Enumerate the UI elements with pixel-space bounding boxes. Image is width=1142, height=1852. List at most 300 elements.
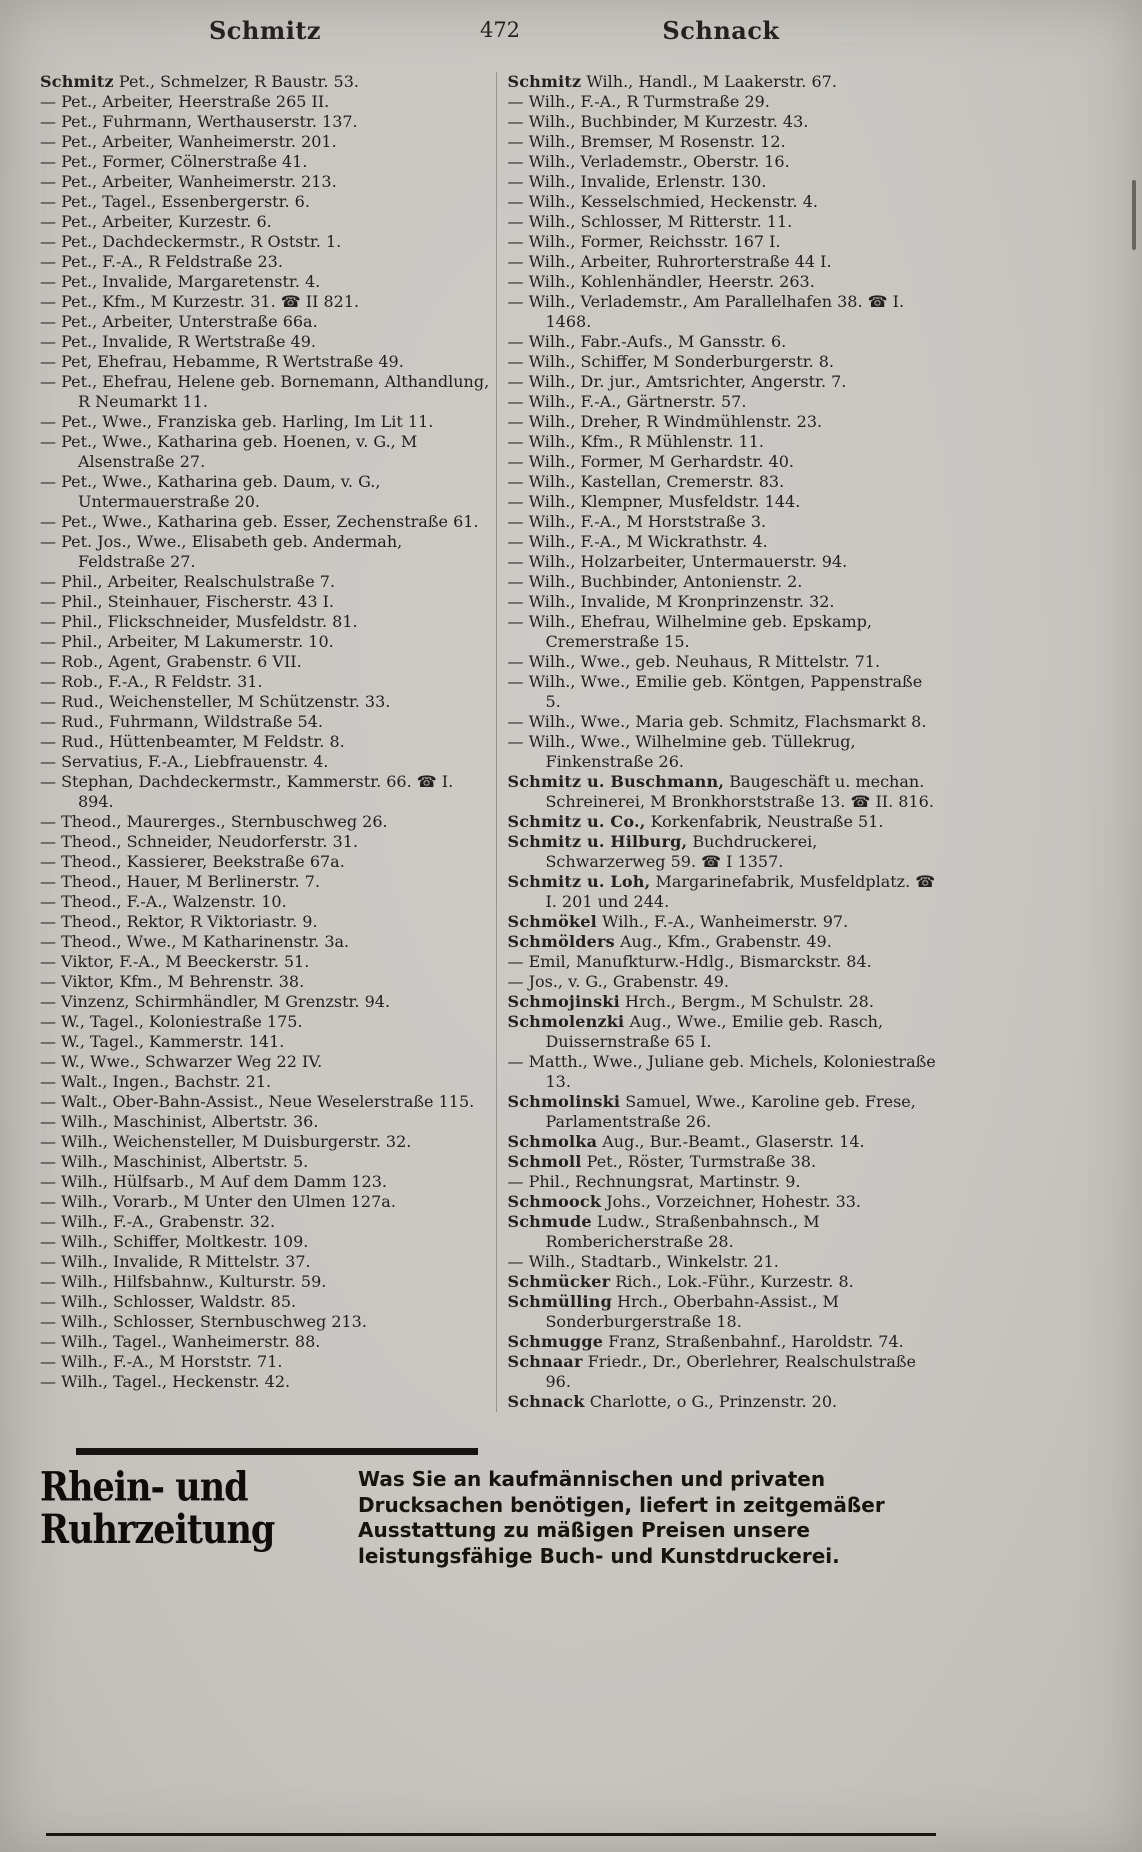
entry-text: Buchdruckerei, Schwarzerweg 59. ☎ I 1357.	[545, 832, 818, 871]
entry-dash: —	[40, 1132, 56, 1151]
entry-dash: —	[40, 832, 56, 851]
directory-entry	[40, 712, 490, 732]
entry-dash: —	[40, 632, 56, 651]
entry-text: Theod., F.-A., Walzenstr. 10.	[61, 892, 287, 911]
entry-dash: —	[507, 492, 524, 511]
entry-dash: —	[507, 352, 524, 371]
entry-dash: —	[40, 92, 56, 111]
directory-entry	[507, 812, 942, 832]
entry-surname: Schmitz	[40, 72, 114, 91]
directory-entry	[40, 332, 490, 352]
entry-dash: —	[40, 152, 56, 171]
entry-dash: —	[40, 1232, 56, 1251]
entry-text: Hrch., Bergm., M Schulstr. 28.	[624, 992, 874, 1011]
column-left	[40, 72, 497, 1412]
directory-entry	[40, 1312, 490, 1332]
entry-text: Wilh., Hülfsarb., M Auf dem Damm 123.	[61, 1172, 387, 1191]
entry-dash: —	[507, 452, 524, 471]
entry-dash: —	[507, 952, 524, 971]
entry-text: Wilh., Wwe., Emilie geb. Köntgen, Pappenstraße 5.	[528, 672, 923, 711]
directory-entry	[507, 652, 942, 672]
directory-entry	[40, 832, 490, 852]
divider-rule	[76, 1448, 478, 1455]
entry-dash: —	[40, 1332, 56, 1351]
directory-entry	[507, 1272, 942, 1292]
entry-dash: —	[40, 812, 56, 831]
directory-entry	[507, 672, 942, 712]
entry-text: Friedr., Dr., Oberlehrer, Realschulstraße 96.	[545, 1352, 917, 1391]
entry-dash: —	[40, 672, 56, 691]
entry-dash: —	[40, 412, 56, 431]
directory-entry	[507, 532, 942, 552]
entry-text: Matth., Wwe., Juliane geb. Michels, Koloniestraße 13.	[528, 1052, 936, 1091]
entry-text: Pet., Arbeiter, Unterstraße 66a.	[61, 312, 318, 331]
directory-entry	[507, 612, 942, 652]
directory-entry	[40, 432, 490, 472]
entry-dash: —	[40, 932, 56, 951]
directory-entry	[40, 652, 490, 672]
entry-dash: —	[40, 1152, 56, 1171]
directory-entry	[507, 1152, 942, 1172]
entry-dash: —	[507, 332, 524, 351]
directory-entry	[40, 992, 490, 1012]
entry-text: Wilh., F.-A., Grabenstr. 32.	[61, 1212, 276, 1231]
entry-text: Theod., Kassierer, Beekstraße 67a.	[61, 852, 345, 871]
directory-entry	[507, 872, 942, 912]
entry-text: Wilh., Dreher, R Windmühlenstr. 23.	[528, 412, 823, 431]
entry-surname: Schmitz	[507, 72, 582, 91]
entry-dash: —	[507, 572, 524, 591]
directory-entry	[507, 352, 942, 372]
entry-dash: —	[507, 972, 524, 991]
entry-text: Charlotte, o G., Prinzenstr. 20.	[589, 1392, 838, 1411]
entry-dash: —	[40, 872, 56, 891]
entry-text: Wilh., Schiffer, Moltkestr. 109.	[61, 1232, 309, 1251]
directory-entry	[40, 1012, 490, 1032]
directory-entry	[507, 472, 942, 492]
entry-dash: —	[507, 1052, 524, 1071]
entry-dash: —	[40, 1292, 56, 1311]
entry-text: Rud., Hüttenbeamter, M Feldstr. 8.	[61, 732, 345, 751]
entry-text: Wilh., Former, M Gerhardstr. 40.	[528, 452, 794, 471]
directory-entry	[40, 1172, 490, 1192]
directory-entry	[507, 932, 942, 952]
entry-text: Pet. Jos., Wwe., Elisabeth geb. Andermah, Feldstraße 27.	[61, 532, 403, 571]
entry-text: Pet., Former, Cölnerstraße 41.	[61, 152, 308, 171]
entry-dash: —	[507, 152, 524, 171]
entry-text: Wilh., Wwe., Maria geb. Schmitz, Flachsmarkt 8.	[528, 712, 927, 731]
entry-text: Wilh., Schlosser, Waldstr. 85.	[61, 1292, 297, 1311]
directory-entry	[507, 92, 942, 112]
directory-entry	[40, 1052, 490, 1072]
entry-text: Rob., F.-A., R Feldstr. 31.	[61, 672, 263, 691]
entry-text: Wilh., Stadtarb., Winkelstr. 21.	[528, 1252, 779, 1271]
directory-entry	[40, 1292, 490, 1312]
entry-text: Wilh., Verlademstr., Oberstr. 16.	[528, 152, 790, 171]
entry-surname: Schmoock	[507, 1192, 602, 1211]
entry-surname: Schnack	[507, 1392, 585, 1411]
entry-text: Pet., Kfm., M Kurzestr. 31. ☎ II 821.	[61, 292, 360, 311]
entry-surname: Schmugge	[507, 1332, 604, 1351]
directory-entry	[40, 732, 490, 752]
entry-dash: —	[40, 372, 56, 391]
directory-entry	[507, 552, 942, 572]
entry-dash: —	[507, 292, 524, 311]
entry-dash: —	[507, 512, 524, 531]
entry-text: Pet., Wwe., Franziska geb. Harling, Im Lit 11.	[61, 412, 434, 431]
entry-text: W., Tagel., Kammerstr. 141.	[61, 1032, 285, 1051]
directory-entry	[40, 172, 490, 192]
entry-surname: Schmülling	[507, 1292, 613, 1311]
directory-entry	[507, 912, 942, 932]
entry-dash: —	[40, 1012, 56, 1031]
directory-entry	[40, 1372, 490, 1392]
directory-entry	[507, 112, 942, 132]
directory-entry	[40, 152, 490, 172]
entry-dash: —	[507, 732, 524, 751]
entry-text: Viktor, F.-A., M Beeckerstr. 51.	[61, 952, 310, 971]
entry-dash: —	[40, 232, 56, 251]
entry-dash: —	[40, 572, 56, 591]
entry-dash: —	[507, 92, 524, 111]
entry-dash: —	[40, 592, 56, 611]
entry-text: Franz, Straßenbahnf., Haroldstr. 74.	[608, 1332, 904, 1351]
entry-text: Servatius, F.-A., Liebfrauenstr. 4.	[61, 752, 329, 771]
directory-entry	[40, 952, 490, 972]
directory-entry	[507, 492, 942, 512]
entry-dash: —	[507, 132, 524, 151]
directory-entry	[40, 572, 490, 592]
directory-entry	[40, 612, 490, 632]
entry-text: Ludw., Straßenbahnsch., M Rombericherstraße 28.	[545, 1212, 820, 1251]
entry-text: Phil., Arbeiter, M Lakumerstr. 10.	[61, 632, 334, 651]
entry-text: Vinzenz, Schirmhändler, M Grenzstr. 94.	[61, 992, 391, 1011]
entry-text: Wilh., Dr. jur., Amtsrichter, Angerstr. 7.	[528, 372, 847, 391]
directory-entry	[40, 692, 490, 712]
entry-text: Wilh., Maschinist, Albertstr. 5.	[61, 1152, 309, 1171]
entry-text: Pet., Arbeiter, Heerstraße 265 II.	[61, 92, 330, 111]
entry-dash: —	[40, 1072, 56, 1091]
entry-dash: —	[40, 332, 56, 351]
column-right	[497, 72, 942, 1412]
entry-dash: —	[507, 552, 524, 571]
entry-surname: Schmitz u. Loh,	[507, 872, 651, 891]
entry-dash: —	[40, 992, 56, 1011]
page-header	[40, 16, 942, 58]
directory-entry	[507, 292, 942, 332]
directory-entry	[507, 1392, 942, 1412]
entry-text: Wilh., F.-A., Wanheimerstr. 97.	[602, 912, 849, 931]
entry-surname: Schmitz u. Co.,	[507, 812, 646, 831]
directory-entry	[40, 532, 490, 572]
entry-dash: —	[40, 1052, 56, 1071]
entry-dash: —	[40, 1092, 56, 1111]
directory-entry	[40, 1232, 490, 1252]
directory-entry	[507, 272, 942, 292]
entry-surname: Schmitz u. Hilburg,	[507, 832, 688, 851]
entry-dash: —	[40, 1272, 56, 1291]
directory-entry	[507, 432, 942, 452]
directory-entry	[40, 1112, 490, 1132]
entry-surname: Schmölders	[507, 932, 615, 951]
entry-text: W., Tagel., Koloniestraße 175.	[61, 1012, 303, 1031]
directory-entry	[40, 872, 490, 892]
directory-entry	[507, 252, 942, 272]
entry-dash: —	[40, 252, 56, 271]
entry-text: Wilh., Buchbinder, M Kurzestr. 43.	[528, 112, 809, 131]
entry-text: Wilh., Former, Reichsstr. 167 I.	[528, 232, 781, 251]
entry-text: Wilh., F.-A., R Turmstraße 29.	[528, 92, 770, 111]
entry-text: Wilh., Kohlenhändler, Heerstr. 263.	[528, 272, 815, 291]
entry-text: Aug., Kfm., Grabenstr. 49.	[619, 932, 832, 951]
entry-text: Rud., Fuhrmann, Wildstraße 54.	[61, 712, 323, 731]
entry-dash: —	[507, 532, 524, 551]
directory-entry	[507, 1092, 942, 1132]
entry-dash: —	[507, 172, 524, 191]
entry-text: Pet., Arbeiter, Wanheimerstr. 213.	[61, 172, 337, 191]
entry-dash: —	[40, 532, 56, 551]
entry-dash: —	[507, 612, 524, 631]
directory-entry	[40, 912, 490, 932]
entry-dash: —	[40, 652, 56, 671]
entry-surname: Schmücker	[507, 1272, 611, 1291]
entry-text: Wilh., Fabr.-Aufs., M Gansstr. 6.	[528, 332, 787, 351]
entry-text: Pet., F.-A., R Feldstraße 23.	[61, 252, 283, 271]
entry-dash: —	[40, 972, 56, 991]
entry-dash: —	[507, 1172, 524, 1191]
page-edge-smudge	[1132, 180, 1136, 250]
entry-text: Baugeschäft u. mechan. Schreinerei, M Bronkhorststraße 13. ☎ II. 816.	[545, 772, 934, 811]
entry-text: Wilh., F.-A., M Horststr. 71.	[61, 1352, 283, 1371]
entry-text: Pet., Arbeiter, Kurzestr. 6.	[61, 212, 272, 231]
entry-text: Wilh., Schlosser, M Ritterstr. 11.	[528, 212, 793, 231]
entry-text: Pet., Invalide, Margaretenstr. 4.	[61, 272, 321, 291]
entry-text: Pet., Invalide, R Wertstraße 49.	[61, 332, 316, 351]
entry-surname: Schmoll	[507, 1152, 582, 1171]
directory-entry	[40, 232, 490, 252]
entry-text: Phil., Rechnungsrat, Martinstr. 9.	[528, 1172, 801, 1191]
entry-text: Rob., Agent, Grabenstr. 6 VII.	[61, 652, 302, 671]
entry-dash: —	[507, 112, 524, 131]
directory-entry	[507, 172, 942, 192]
directory-entry	[40, 672, 490, 692]
entry-text: Wilh., Tagel., Wanheimerstr. 88.	[61, 1332, 321, 1351]
entry-dash: —	[40, 112, 56, 131]
directory-entry	[40, 1132, 490, 1152]
header-keyword-left: Schmitz	[208, 16, 322, 45]
directory-entry	[507, 1292, 942, 1332]
directory-entry	[40, 632, 490, 652]
entry-surname: Schnaar	[507, 1352, 583, 1371]
entry-text: Wilh., Invalide, M Kronprinzenstr. 32.	[528, 592, 835, 611]
directory-entry	[507, 132, 942, 152]
entry-dash: —	[40, 1192, 56, 1211]
entry-dash: —	[40, 352, 56, 371]
entry-text: Pet., Tagel., Essenbergerstr. 6.	[61, 192, 310, 211]
directory-entry	[507, 732, 942, 772]
entry-text: Wilh., F.-A., M Wickrathstr. 4.	[528, 532, 768, 551]
entry-text: Wilh., Invalide, Erlenstr. 130.	[528, 172, 767, 191]
entry-dash: —	[40, 1212, 56, 1231]
directory-entry	[40, 1272, 490, 1292]
directory-entry	[507, 372, 942, 392]
entry-text: Theod., Rektor, R Viktoriastr. 9.	[61, 912, 318, 931]
entry-dash: —	[507, 652, 524, 671]
directory-entry	[507, 72, 942, 92]
entry-text: Stephan, Dachdeckermstr., Kammerstr. 66. ☎ I. 894.	[61, 772, 454, 811]
entry-text: W., Wwe., Schwarzer Weg 22 IV.	[61, 1052, 323, 1071]
directory-entry	[40, 192, 490, 212]
ad-body-text: Was Sie an kaufmännischen und privaten Drucksachen benötigen, liefert in zeitgemäßer Ausstattung zu mäßigen Preisen unsere leistungsfähige Buch- und Kunstdruckerei.	[358, 1467, 885, 1568]
entry-text: Theod., Hauer, M Berlinerstr. 7.	[61, 872, 320, 891]
entry-text: Wilh., Invalide, R Mittelstr. 37.	[61, 1252, 311, 1271]
directory-entry	[40, 252, 490, 272]
entry-text: Theod., Maurerges., Sternbuschweg 26.	[61, 812, 388, 831]
directory-entry	[507, 1212, 942, 1252]
entry-dash: —	[40, 772, 56, 791]
entry-dash: —	[40, 712, 56, 731]
entry-dash: —	[40, 272, 56, 291]
directory-entry	[507, 1332, 942, 1352]
page-number: 472	[479, 18, 521, 42]
entry-dash: —	[507, 192, 524, 211]
directory-entry	[507, 572, 942, 592]
directory-entry	[507, 1012, 942, 1052]
directory-entry	[507, 152, 942, 172]
entry-text: Wilh., Maschinist, Albertstr. 36.	[61, 1112, 319, 1131]
directory-entry	[40, 72, 490, 92]
directory-entry	[40, 972, 490, 992]
entry-dash: —	[40, 1032, 56, 1051]
entry-dash: —	[40, 692, 56, 711]
entry-text: Johs., Vorzeichner, Hohestr. 33.	[606, 1192, 862, 1211]
entry-text: Wilh., Weichensteller, M Duisburgerstr. 32.	[61, 1132, 412, 1151]
page-content	[40, 16, 942, 1412]
entry-dash: —	[40, 1172, 56, 1191]
entry-dash: —	[40, 432, 56, 451]
entry-text: Wilh., F.-A., M Horststraße 3.	[528, 512, 767, 531]
entry-dash: —	[40, 1252, 56, 1271]
entry-dash: —	[507, 672, 524, 691]
entry-surname: Schmitz u. Buschmann,	[507, 772, 725, 791]
entry-dash: —	[40, 1352, 56, 1371]
entry-dash: —	[507, 412, 524, 431]
directory-entry	[40, 812, 490, 832]
entry-dash: —	[507, 232, 524, 251]
directory-entry	[507, 412, 942, 432]
entry-text: Pet, Ehefrau, Hebamme, R Wertstraße 49.	[61, 352, 404, 371]
entry-text: Hrch., Oberbahn-Assist., M Sonderburgerstraße 18.	[545, 1292, 839, 1331]
entry-dash: —	[40, 472, 56, 491]
entry-dash: —	[40, 1112, 56, 1131]
entry-dash: —	[40, 292, 56, 311]
directory-entry	[40, 512, 490, 532]
header-keyword-right: Schnack	[662, 16, 780, 45]
entry-text: Pet., Ehefrau, Helene geb. Bornemann, Althandlung, R Neumarkt 11.	[61, 372, 490, 411]
entry-text: Wilh., Verlademstr., Am Parallelhafen 38. ☎ I. 1468.	[528, 292, 905, 331]
entry-text: Theod., Schneider, Neudorferstr. 31.	[61, 832, 359, 851]
entry-dash: —	[40, 612, 56, 631]
directory-entry	[40, 932, 490, 952]
entry-dash: —	[40, 312, 56, 331]
entry-dash: —	[507, 272, 524, 291]
entry-text: Wilh., Kfm., R Mühlenstr. 11.	[528, 432, 764, 451]
directory-entry	[507, 512, 942, 532]
entry-text: Wilh., Schiffer, M Sonderburgerstr. 8.	[528, 352, 835, 371]
entry-dash: —	[40, 512, 56, 531]
entry-dash: —	[40, 132, 56, 151]
entry-dash: —	[507, 252, 524, 271]
entry-text: Wilh., Buchbinder, Antonienstr. 2.	[528, 572, 803, 591]
directory-entry	[40, 292, 490, 312]
directory-entry	[507, 212, 942, 232]
directory-entry	[507, 392, 942, 412]
entry-text: Pet., Wwe., Katharina geb. Daum, v. G., Untermauerstraße 20.	[61, 472, 381, 511]
entry-dash: —	[40, 952, 56, 971]
entry-dash: —	[507, 1252, 524, 1271]
directory-entry	[40, 1092, 490, 1112]
directory-entry	[507, 1172, 942, 1192]
entry-surname: Schmolinski	[507, 1092, 621, 1111]
entry-text: Wilh., Wwe., Wilhelmine geb. Tüllekrug, Finkenstraße 26.	[528, 732, 856, 771]
entry-surname: Schmude	[507, 1212, 592, 1231]
directory-entry	[507, 1052, 942, 1092]
directory-entry	[507, 1352, 942, 1392]
entry-dash: —	[507, 712, 524, 731]
directory-entry	[40, 412, 490, 432]
directory-entry	[40, 1252, 490, 1272]
directory-entry	[40, 372, 490, 412]
entry-text: Wilh., Klempner, Musfeldstr. 144.	[528, 492, 801, 511]
entry-dash: —	[40, 172, 56, 191]
directory-entry	[40, 352, 490, 372]
entry-dash: —	[507, 372, 524, 391]
directory-entry	[40, 212, 490, 232]
directory-entry	[40, 752, 490, 772]
entry-dash: —	[40, 192, 56, 211]
entry-dash: —	[40, 1312, 56, 1331]
directory-entry	[507, 712, 942, 732]
entry-text: Pet., Röster, Turmstraße 38.	[586, 1152, 817, 1171]
entry-dash: —	[507, 472, 524, 491]
directory-entry	[507, 192, 942, 212]
directory-entry	[507, 952, 942, 972]
entry-dash: —	[40, 732, 56, 751]
entry-dash: —	[507, 212, 524, 231]
entry-dash: —	[40, 852, 56, 871]
entry-text: Aug., Wwe., Emilie geb. Rasch, Duissernstraße 65 I.	[545, 1012, 884, 1051]
entry-text: Wilh., Ehefrau, Wilhelmine geb. Epskamp, Cremerstraße 15.	[528, 612, 872, 651]
entry-text: Wilh., Handl., M Laakerstr. 67.	[586, 72, 837, 91]
entry-text: Phil., Arbeiter, Realschulstraße 7.	[61, 572, 336, 591]
entry-text: Wilh., Schlosser, Sternbuschweg 213.	[61, 1312, 367, 1331]
directory-entry	[507, 772, 942, 812]
directory-entry	[40, 92, 490, 112]
entry-dash: —	[40, 892, 56, 911]
directory-entry	[507, 592, 942, 612]
directory-entry	[40, 1192, 490, 1212]
entry-text: Walt., Ingen., Bachstr. 21.	[61, 1072, 272, 1091]
entry-dash: —	[507, 392, 524, 411]
entry-text: Wilh., Tagel., Heckenstr. 42.	[61, 1372, 291, 1391]
directory-entry	[40, 852, 490, 872]
directory-entry	[507, 452, 942, 472]
entry-dash: —	[40, 912, 56, 931]
directory-entry	[507, 992, 942, 1012]
advertisement	[40, 1463, 942, 1569]
entry-text: Wilh., Wwe., geb. Neuhaus, R Mittelstr. 71.	[528, 652, 881, 671]
directory-entry	[507, 832, 942, 872]
